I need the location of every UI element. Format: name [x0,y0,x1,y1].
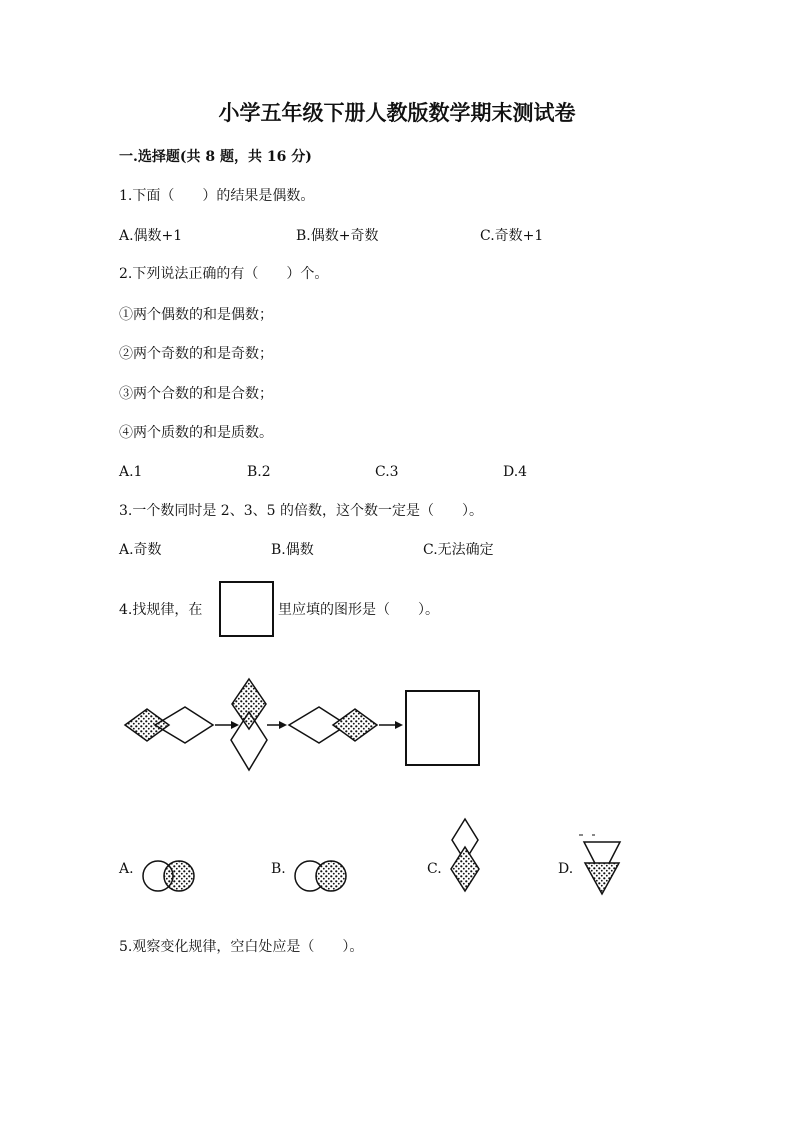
question-4-option-c[interactable]: C. [427,861,442,877]
blank-square-icon [219,581,274,637]
section-heading: 一.选择题(共 8 题，共 16 分) [119,149,312,165]
question-2-statement-1: ①两个偶数的和是偶数； [119,307,273,323]
question-4-option-b[interactable]: B. [271,861,286,877]
question-1-option-c[interactable]: C.奇数+1 [480,228,544,244]
question-2-stem: 2.下列说法正确的有（ ）个。 [119,266,329,282]
question-3-option-a[interactable]: A.奇数 [119,542,162,558]
arrow-2-icon [267,721,287,729]
question-3-stem: 3.一个数同时是 2、3、5 的倍数，这个数一定是（ ）。 [119,503,483,519]
question-1-option-a[interactable]: A.偶数+1 [119,228,183,244]
figure-3-diamonds [289,707,377,743]
question-4-stem-end: 里应填的图形是（ ）。 [278,602,439,618]
pattern-sequence-figure [115,670,495,780]
question-2-option-d[interactable]: D.4 [503,464,528,480]
option-b-circles-icon[interactable] [290,855,350,895]
question-4-option-a[interactable]: A. [119,861,134,877]
answer-blank-square [406,691,479,765]
question-2-option-c[interactable]: C.3 [375,464,399,480]
question-4-option-d[interactable]: D. [558,861,574,877]
question-3-option-c[interactable]: C.无法确定 [423,542,494,558]
option-c-diamonds-icon[interactable] [445,815,485,895]
question-2-statement-3: ③两个合数的和是合数； [119,386,273,402]
question-5-stem: 5.观察变化规律，空白处应是（ ）。 [119,939,364,955]
question-2-option-a[interactable]: A.1 [119,464,143,480]
option-d-triangles-icon[interactable] [578,832,626,897]
question-4-stem-start: 4.找规律，在 [119,602,203,618]
page-title: 小学五年级下册人教版数学期末测试卷 [218,100,576,125]
question-2-option-b[interactable]: B.2 [247,464,271,480]
arrow-3-icon [379,721,403,729]
figure-1-diamonds [125,707,213,743]
question-2-statement-2: ②两个奇数的和是奇数； [119,346,273,362]
question-3-option-b[interactable]: B.偶数 [271,542,314,558]
arrow-1-icon [215,721,239,729]
question-1-option-b[interactable]: B.偶数+奇数 [296,228,379,244]
question-2-statement-4: ④两个质数的和是质数。 [119,425,273,441]
option-a-circles-icon[interactable] [138,855,198,895]
question-1-stem: 1.下面（ ）的结果是偶数。 [119,188,315,204]
